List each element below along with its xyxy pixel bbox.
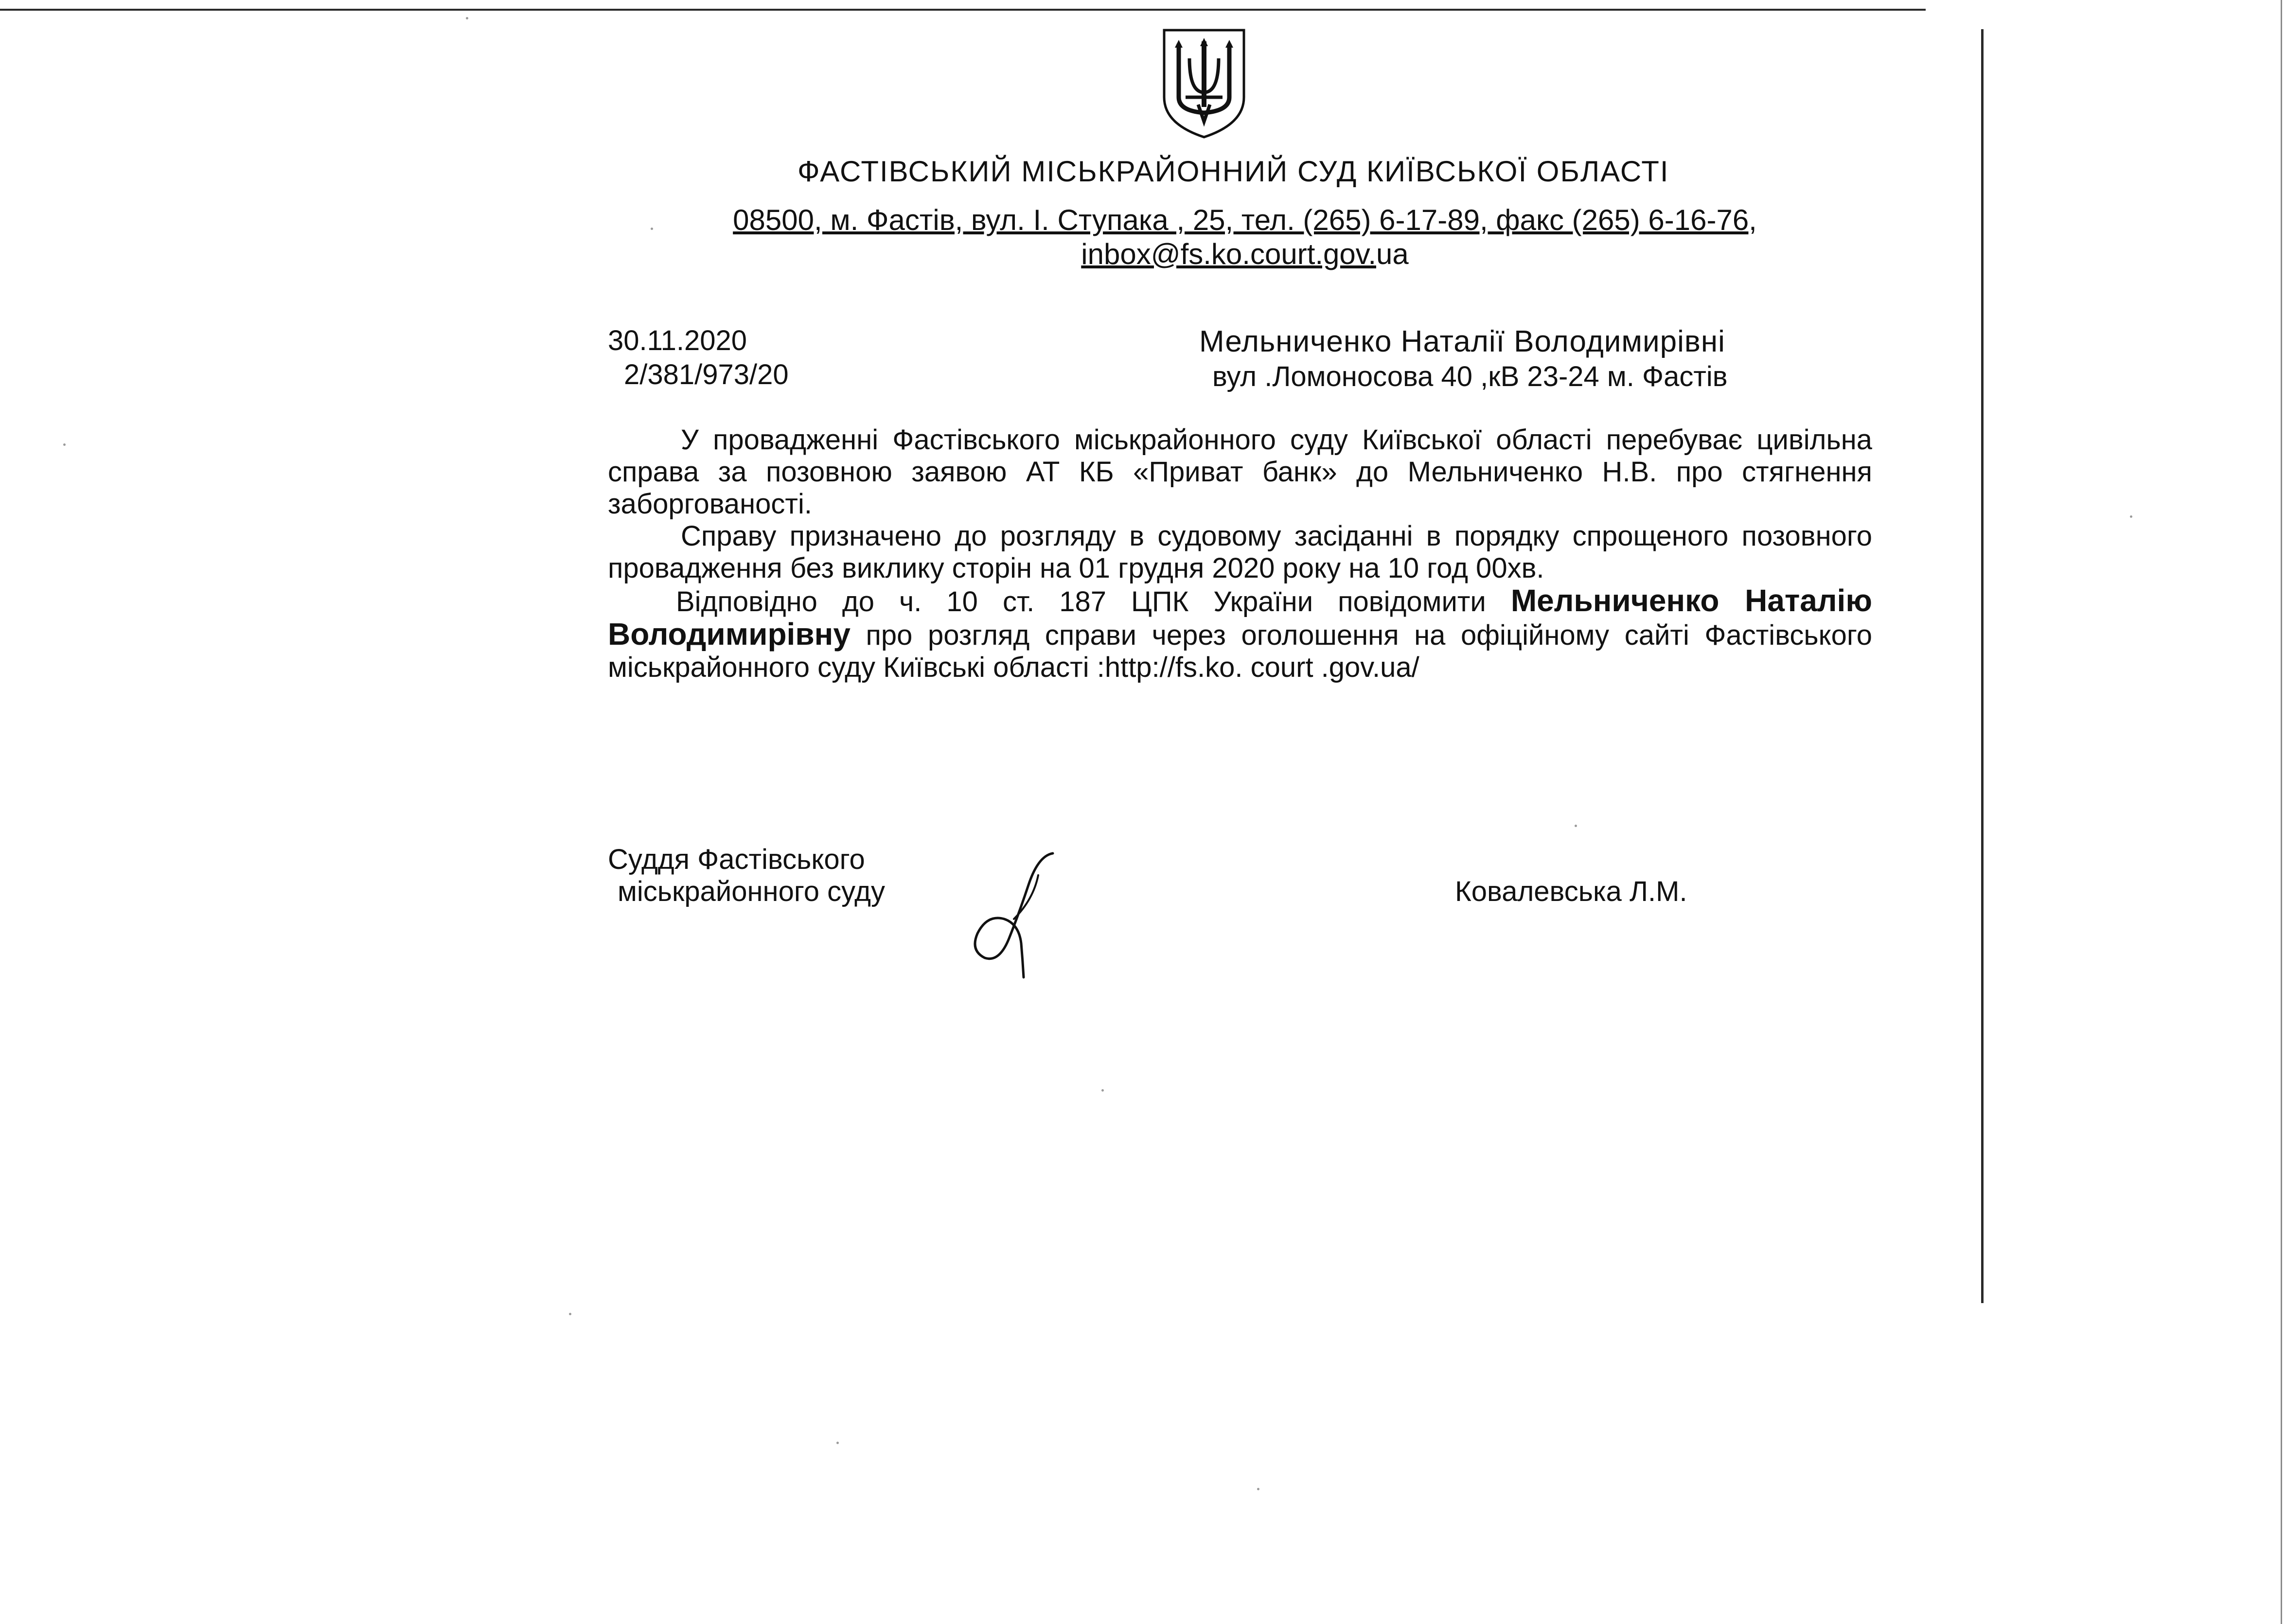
court-address-line: 08500, м. Фастів, вул. І. Ступака , 25, тел. (265) 6-17-89, факс (265) 6-16-76, bbox=[733, 204, 1757, 236]
notice-text-end: про розгляд справи через оголошення на офіційному сайті Фастівського міськрайонного суду Київські області :http://fs.ko. court .gov.ua/ bbox=[608, 619, 1872, 683]
scan-speck bbox=[651, 228, 653, 230]
body-paragraph-notice bbox=[608, 584, 1872, 684]
judge-title-line: Суддя Фастівського bbox=[608, 844, 865, 875]
body-paragraph: У провадженні Фастівського міськрайонного суду Київської області перебуває цивільна справа за позовною заявою АТ КБ «Приват банк» до Мельниченко Н.В. про стягнення заборгованості. bbox=[608, 424, 1872, 520]
recipient-address: вул .Ломоносова 40 ,кВ 23-24 м. Фастів bbox=[1212, 361, 1728, 392]
recipient-name: Мельниченко Наталії Володимирівні bbox=[1199, 325, 1725, 358]
handwritten-signature bbox=[965, 846, 1063, 987]
scan-speck bbox=[1257, 1488, 1259, 1490]
judge-name: Ковалевська Л.М. bbox=[1455, 876, 1687, 907]
body-paragraph: Справу призначено до розгляду в судовому засіданні в порядку спрощеного позовного провадження без виклику сторін на 01 грудня 2020 року на 10 год 00хв. bbox=[608, 520, 1872, 584]
scan-edge-top bbox=[0, 9, 1926, 11]
court-email-tail: ua bbox=[1376, 238, 1409, 270]
letter-date: 30.11.2020 bbox=[608, 325, 747, 356]
court-email-link[interactable]: inbox@fs.ko.court.gov. bbox=[1081, 238, 1376, 270]
trident-coat-of-arms-icon bbox=[1155, 24, 1253, 141]
scan-edge-right bbox=[1981, 29, 1984, 1303]
scan-speck bbox=[466, 17, 468, 19]
scan-speck bbox=[1575, 825, 1577, 827]
case-reference-number: 2/381/973/20 bbox=[624, 359, 789, 390]
judge-title-line: міськрайонного суду bbox=[618, 876, 886, 907]
notice-recipient-bold: Мельниченко Наталію Володимирівну bbox=[608, 583, 1872, 652]
scan-speck bbox=[2130, 515, 2132, 518]
court-name-heading: ФАСТІВСЬКИЙ МІСЬКРАЙОННИЙ СУД КИЇВСЬКОЇ ОБЛАСТІ bbox=[797, 155, 1669, 188]
scan-speck bbox=[836, 1442, 839, 1444]
scan-edge-far-right bbox=[2281, 0, 2282, 1624]
court-address bbox=[710, 203, 1780, 271]
scan-speck bbox=[569, 1313, 571, 1315]
notice-text-start: Відповідно до ч. 10 ст. 187 ЦПК України повідомити bbox=[676, 586, 1486, 618]
scan-speck bbox=[1101, 1089, 1104, 1092]
court-email bbox=[710, 237, 1780, 271]
scan-speck bbox=[63, 443, 66, 446]
judge-title bbox=[608, 844, 885, 908]
letter-body bbox=[608, 424, 1872, 684]
